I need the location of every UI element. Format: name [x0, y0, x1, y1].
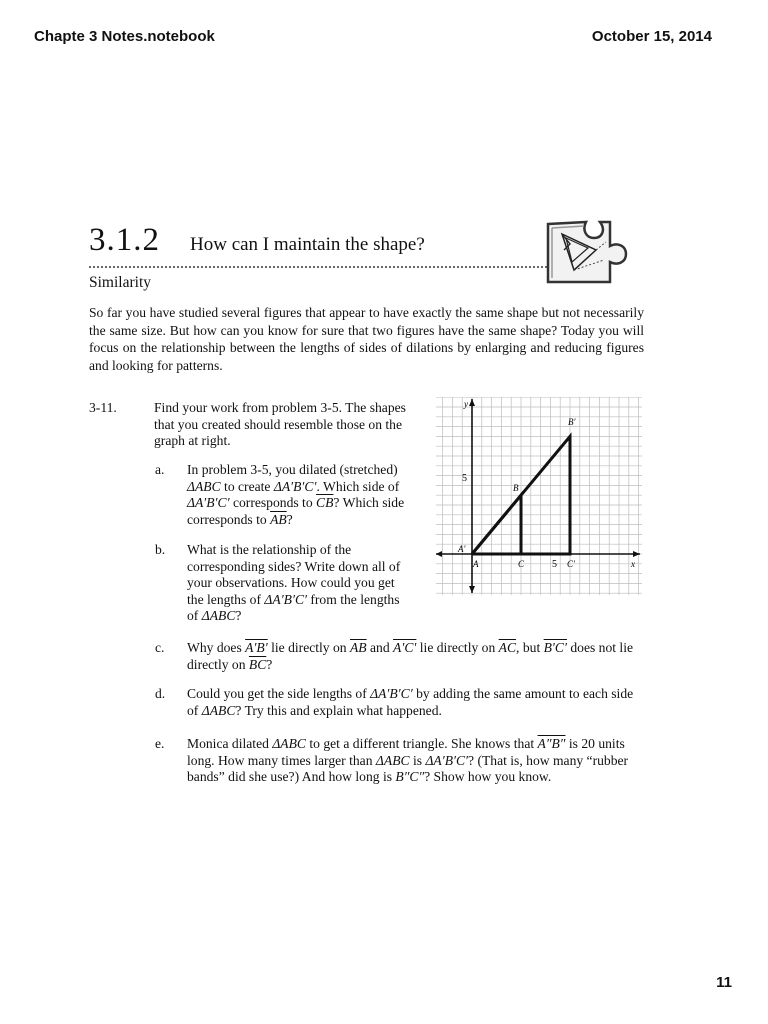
grid-lines [436, 397, 642, 595]
text: is 20 units long. How many times larger than [187, 736, 625, 768]
item-d-letter: d. [155, 686, 166, 701]
math: ΔABC [187, 478, 221, 494]
y-axis-label: y [464, 399, 468, 409]
item-c-text [187, 640, 642, 673]
label-c-prime: C′ [567, 559, 575, 569]
x-axis-label: x [631, 559, 635, 569]
text: ? [286, 511, 293, 527]
item-a-letter: a. [155, 462, 165, 477]
item-d-text [187, 686, 642, 719]
section-number: 3.1.2 [89, 222, 160, 258]
item-b-text [187, 542, 409, 625]
text: lie directly on [267, 640, 350, 655]
text: by adding the same amount to each side of [187, 686, 634, 718]
y-axis-arrow [469, 399, 475, 406]
y-tick-5: 5 [462, 473, 467, 484]
item-e-letter: e. [155, 736, 165, 751]
text: Monica dilated [187, 736, 273, 751]
item-b-letter: b. [155, 542, 166, 557]
label-c: C [518, 559, 525, 569]
notebook-date: October 15, 2014 [591, 28, 712, 45]
problem-intro: Find your work from problem 3-5. The shapes that you created should resemble those on the graph at right. [154, 400, 406, 448]
math: ΔA′B′C′ [370, 686, 413, 701]
text: Why does [187, 640, 246, 655]
math: B″C″ [395, 769, 425, 784]
text: What is the relationship of the corresponding sides? Write down all of your observations. How could you get the lengths of [187, 542, 401, 607]
text: In problem 3-5, you dilated (stretched) [187, 462, 398, 477]
text: Could you get the side lengths of [187, 686, 371, 701]
text: ? [266, 656, 273, 672]
item-a-text [187, 462, 419, 528]
math: ΔABC [201, 608, 236, 623]
text: ? [235, 608, 242, 623]
label-a-prime: A′ [458, 544, 466, 554]
text: to get a different triangle. She knows that [305, 736, 538, 751]
segment: $\overline{CB}$ [316, 495, 334, 510]
y-axis-arrow-bottom [469, 586, 475, 593]
intro-paragraph: So far you have studied several figures that appear to have exactly the same shape but not necessarily the same size. But how can you know for sure that two figures have the same shape? Today you will focus on the relationship between the lengths of sides of dilations by enlarging and reducing figures and looking for patterns. [89, 305, 644, 374]
text: lie directly on [416, 640, 499, 655]
segment: A′C′ [393, 640, 417, 655]
coordinate-graph [436, 397, 642, 600]
label-b-prime: B′ [568, 417, 576, 427]
text: , but [516, 640, 544, 655]
notebook-title: Chapte 3 Notes.notebook [34, 28, 215, 45]
segment: B′C′ [543, 640, 567, 655]
text: ? Which side corresponds to [187, 495, 405, 527]
item-c-letter: c. [155, 640, 165, 655]
section-divider [89, 266, 551, 268]
item-e-text [187, 736, 642, 786]
problem-number: 3-11. [89, 400, 117, 415]
text: is [409, 752, 426, 768]
label-a: A [473, 559, 479, 569]
puzzle-piece-icon [544, 216, 640, 293]
text: and [366, 640, 394, 655]
math: ΔA′B′C′ [273, 478, 317, 494]
math: ΔA′B′C′ [187, 495, 230, 510]
math: ΔABC [375, 752, 410, 768]
math: ΔABC [201, 702, 236, 718]
text: to create [220, 478, 274, 494]
segment: $\overline{AC}$ [498, 640, 517, 655]
page-number: 11 [716, 974, 732, 991]
text: ? Try this and explain what happened. [235, 702, 442, 718]
math: ΔA′B′C′ [425, 752, 469, 768]
x-axis-arrow [633, 551, 640, 557]
segment: A″B″ [537, 736, 566, 751]
segment: $\overline{AB}$ [350, 640, 367, 655]
x-axis-arrow-left [436, 551, 442, 557]
text: ? (That is, how many “rubber bands” did she use?) And how long is [187, 752, 629, 784]
text: ? Show how you know. [424, 769, 552, 784]
section-subtitle: Similarity [89, 274, 151, 291]
x-tick-5: 5 [552, 559, 557, 570]
math: ΔA′B′C′ [264, 591, 307, 607]
segment: A′B′ [245, 640, 268, 655]
math: ΔABC [272, 736, 306, 751]
segment: $\overline{AB}$ [270, 511, 287, 527]
section-title: How can I maintain the shape? [190, 234, 425, 255]
text: does not lie directly on [187, 640, 634, 672]
text: . Which side of [316, 478, 400, 494]
label-b: B [513, 483, 519, 493]
text: corresponds to [229, 495, 317, 510]
segment: $\overline{BC}$ [248, 656, 267, 672]
text: from the lengths of [187, 591, 400, 623]
